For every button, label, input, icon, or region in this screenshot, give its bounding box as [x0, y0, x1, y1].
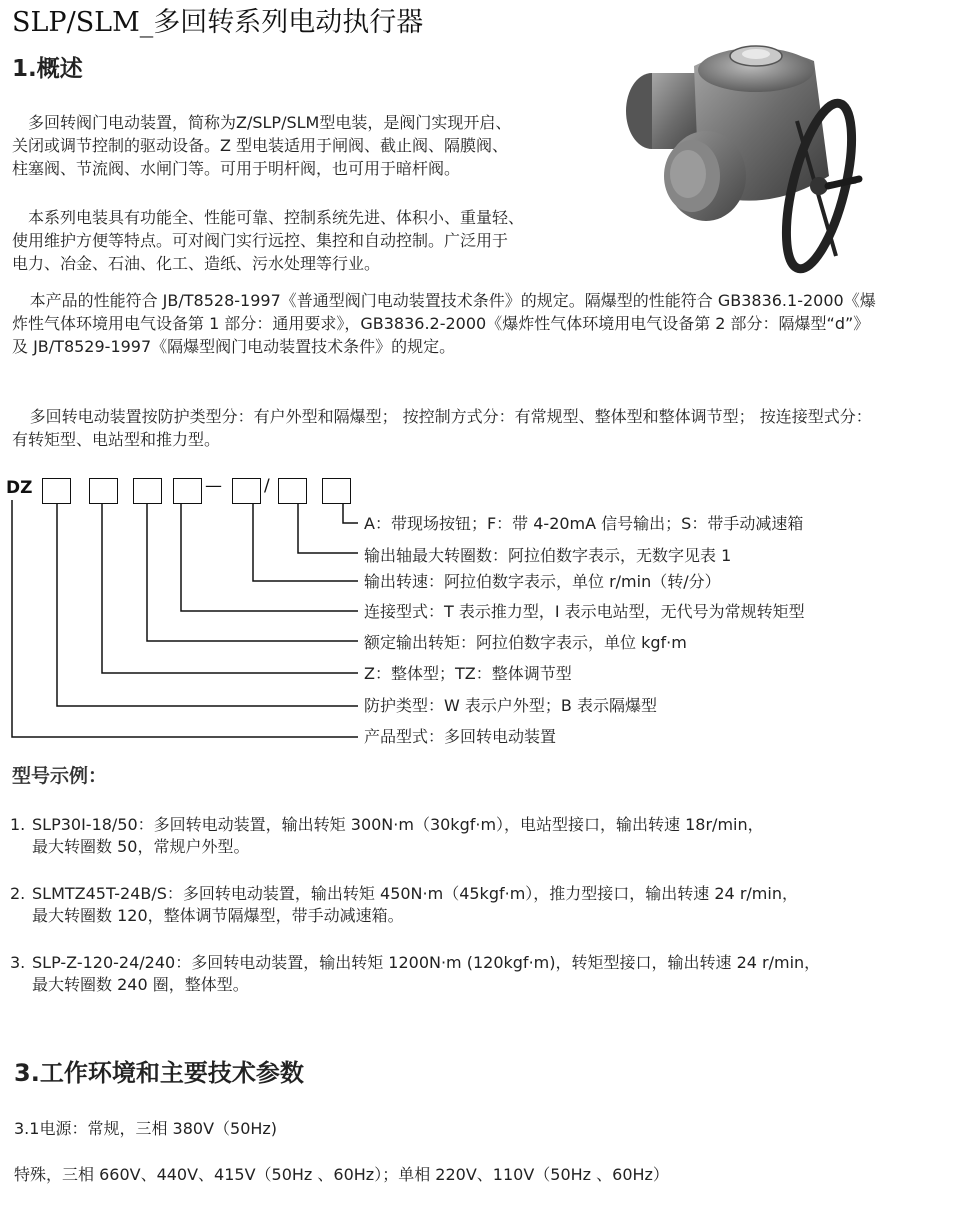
section-heading-environment: 3.工作环境和主要技术参数 [14, 1059, 304, 1087]
overview-p4-text: 多回转电动装置按防护类型分：有户外型和隔爆型； 按控制方式分：有常规型、整体型和整体调节型； 按连接型式分：有转矩型、电站型和推力型。 [12, 407, 872, 449]
example-item-3 [10, 952, 820, 996]
legend-torque: 额定输出转矩：阿拉伯数字表示，单位 kgf·m [364, 633, 687, 652]
example-2-number: 2. [10, 884, 26, 903]
overview-p2-line1: 本系列电装具有功能全、性能可靠、控制系统先进、体积小、重量轻、 [28, 208, 525, 227]
overview-p2-line2: 使用维护方便等特点。可对阀门实行远控、集控和自动控制。广泛用于 [12, 231, 509, 250]
legend-protection: 防护类型：W 表示户外型；B 表示隔爆型 [364, 696, 657, 715]
overview-p1-line2: 关闭或调节控制的驱动设备。Z 型电装适用于闸阀、截止阀、隔膜阀、 [12, 136, 509, 155]
power-supply-normal: 3.1电源：常规，三相 380V（50Hz) [14, 1119, 278, 1138]
code-slash: / [264, 476, 270, 496]
example-3-number: 3. [10, 953, 26, 972]
example-3-line2: 最大转圈数 240 圈，整体型。 [32, 975, 249, 994]
legend-max-turns: 输出轴最大转圈数：阿拉伯数字表示，无数字见表 1 [364, 546, 732, 565]
legend-product: 产品型式：多回转电动装置 [364, 727, 557, 746]
overview-p1-line1: 多回转阀门电动装置，简称为Z/SLP/SLM型电装，是阀门实现开启、 [28, 113, 512, 132]
code-dash: — [205, 476, 222, 496]
overview-p3-text: 本产品的性能符合 JB/T8528-1997《普通型阀门电动装置技术条件》的规定。隔爆型的性能符合 GB3836.1-2000《爆炸性气体环境用电气设备第 1 部分：通用要求》，GB3836.2-2000《爆炸性气体环境用电气设备第 2 部分：隔爆型“d”》及 JB/T8529-1997《隔爆型阀门电动装置技术条件》的规定。 [12, 291, 876, 356]
example-item-2 [10, 883, 798, 927]
examples-heading: 型号示例： [12, 765, 108, 787]
example-2-line2: 最大转圈数 120，整体调节隔爆型，带手动减速箱。 [32, 906, 404, 925]
example-1-line2: 最大转圈数 50，常规户外型。 [32, 837, 250, 856]
example-1-number: 1. [10, 815, 26, 834]
overview-p1-line3: 柱塞阀、节流阀、水闸门等。可用于明杆阀，也可用于暗杆阀。 [12, 159, 461, 178]
model-code-prefix: DZ [6, 478, 33, 498]
example-3-line1: SLP-Z-120-24/240：多回转电动装置，输出转矩 1200N·m (120kgf·m)，转矩型接口，输出转速 24 r/min， [32, 953, 821, 972]
overview-p2-line3: 电力、冶金、石油、化工、造纸、污水处理等行业。 [12, 254, 381, 273]
section-heading-overview: 1.概述 [12, 56, 83, 82]
legend-options: A：带现场按钮；F：带 4-20mA 信号输出；S：带手动减速箱 [364, 514, 804, 533]
legend-connection: 连接型式：T 表示推力型，I 表示电站型，无代号为常规转矩型 [364, 602, 805, 621]
power-supply-special: 特殊，三相 660V、440V、415V（50Hz 、60Hz）；单相 220V、110V（50Hz 、60Hz） [14, 1165, 669, 1184]
example-1-line1: SLP30I-18/50：多回转电动装置，输出转矩 300N·m（30kgf·m），电站型接口，输出转速 18r/min， [32, 815, 764, 834]
legend-type: Z：整体型；TZ：整体调节型 [364, 664, 572, 683]
legend-output-speed: 输出转速：阿拉伯数字表示，单位 r/min（转/分） [364, 572, 721, 591]
example-item-1 [10, 814, 764, 858]
page-title: SLP/SLM_多回转系列电动执行器 [12, 7, 424, 38]
example-2-line1: SLMTZ45T-24B/S：多回转电动装置，输出转矩 450N·m（45kgf·m），推力型接口，输出转速 24 r/min， [32, 884, 798, 903]
